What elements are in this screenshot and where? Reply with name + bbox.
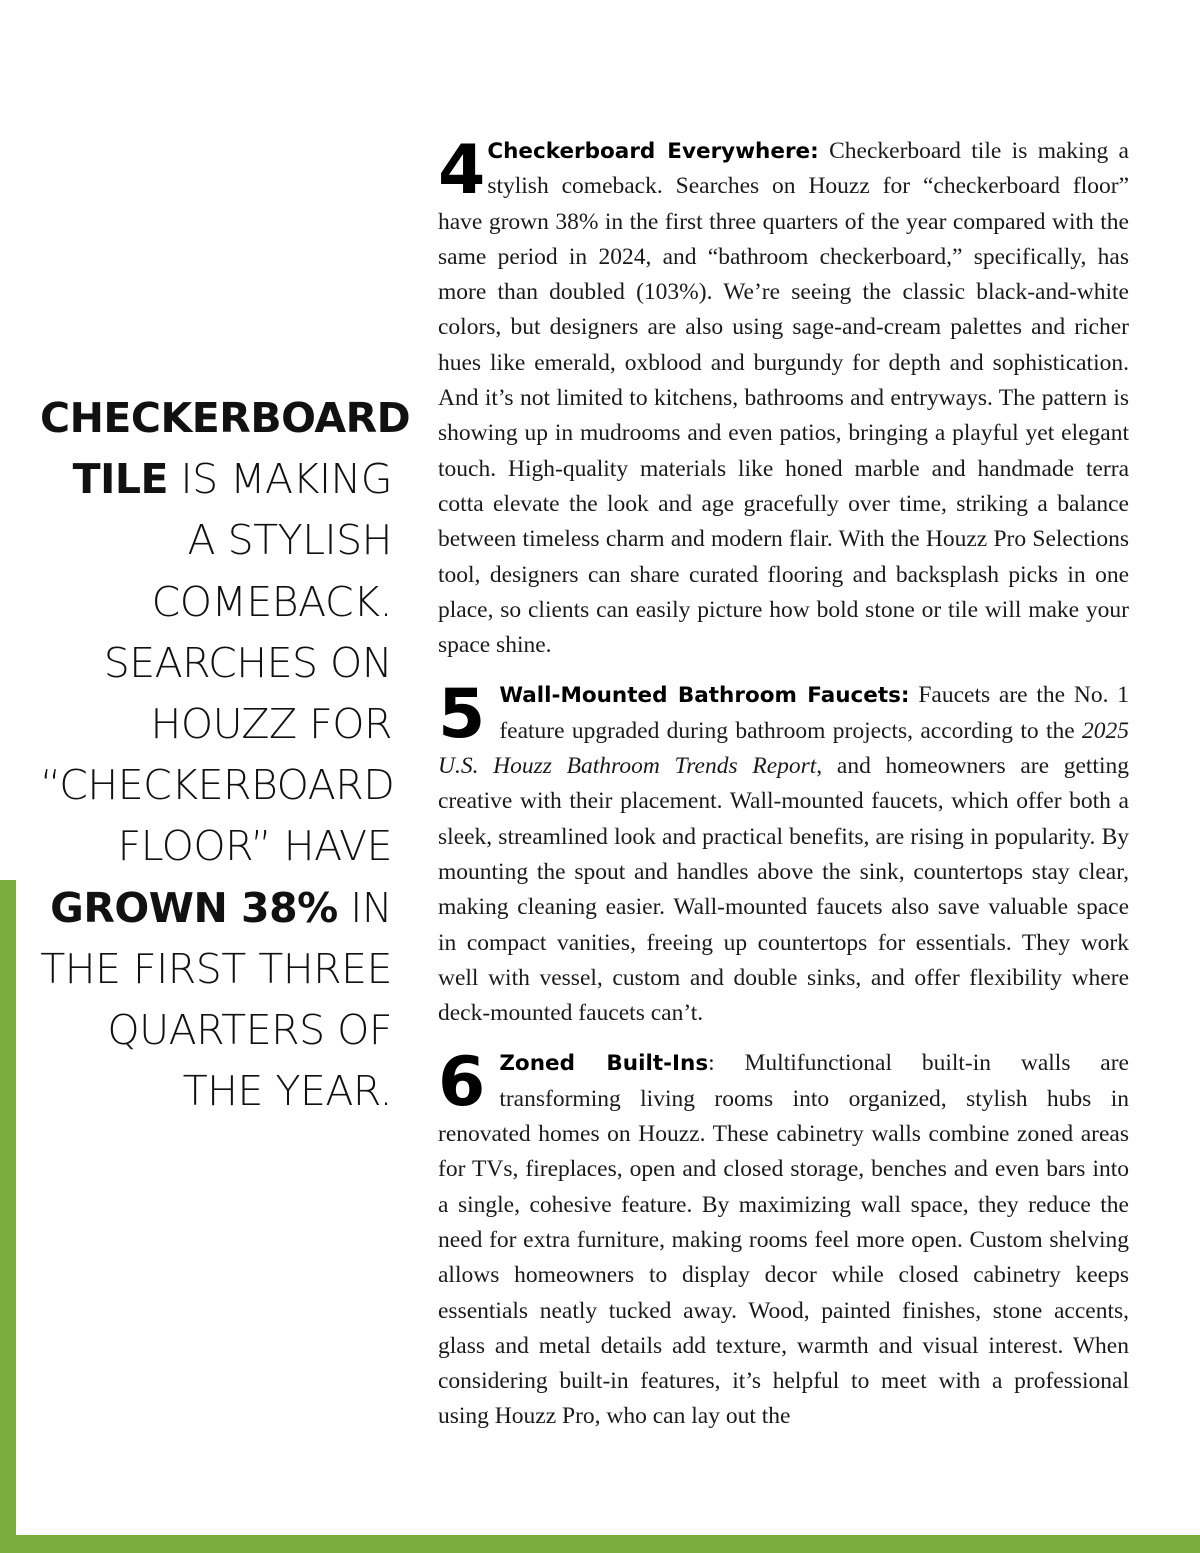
item-heading: Wall-Mounted Bathroom Faucets: — [499, 683, 910, 709]
accent-bar-left — [0, 880, 16, 1553]
accent-bar-bottom — [0, 1535, 1200, 1553]
report-title: 2025 U.S. Houzz Bathroom Trends Report — [438, 717, 1129, 780]
item-number: 6 — [438, 1043, 486, 1123]
pull-quote-bold-3: GROWN 38% — [50, 883, 338, 932]
pull-quote — [40, 388, 411, 1122]
article-body — [438, 131, 1130, 1450]
list-item-6 — [438, 1043, 1129, 1434]
item-heading: Checkerboard Everywhere: — [487, 139, 819, 164]
pull-quote-text-2: IN THE FIRST THREE QUARTERS OF THE YEAR. — [40, 883, 392, 1116]
item-body: Checkerboard tile is making a stylish comeback. Searches on Houzz for “checkerboard floor” have grown 38% in the first three quarters of the year compared with the same period in 2024, and “bathroom checkerboard,” specifically, has more than doubled (103%). We’re seeing the classic black-and-white colors, but designers are also using sage-and-cream palettes and richer hues like emerald, oxblood and burgundy for depth and sophistication. And it’s not limited to kitchens, bathrooms and entryways. The pattern is showing up in mudrooms and even patios, bringing a playful yet elegant touch. High-quality materials like honed marble and handmade terra cotta elevate the look and age gracefully over time, striking a balance between timeless charm and modern flair. With the Houzz Pro Selections tool, designers can share curated flooring and backsplash picks in one place, so clients can easily picture how bold stone or tile will make your space shine. — [438, 138, 1129, 659]
item-number: 5 — [438, 675, 486, 755]
pull-quote-bold-2: TILE — [72, 455, 168, 504]
item-body-continued: , and homeowners are getting creative with their placement. Wall-mounted faucets, which offer both a sleek, streamlined look and practical benefits, are rising in popularity. By mounting the spout and handles above the sink, countertops stay clear, making cleaning easier. Wall-mounted faucets also save valuable space in compact vanities, freeing up countertops for essentials. They work well with vessel, custom and double sinks, and offer flexibility where deck-mounted faucets can’t. — [438, 753, 1129, 1027]
item-body: Faucets are the No. 1 feature upgraded during bathroom projects, according to the — [499, 682, 1130, 744]
item-body: : Multifunctional built-in walls are transforming living rooms into organized, stylish hubs in renovated homes on Houzz. These cabinetry walls combine zoned areas for TVs, fireplaces, open and closed storage, benches and even bars into a single, cohesive feature. By maximizing wall space, they reduce the need for extra furniture, making rooms feel more open. Custom shelving allows homeowners to display decor while closed cabinetry keeps essentials neatly tucked away. Wood, painted finishes, stone accents, glass and metal details add texture, warmth and visual interest. When considering built-in features, it’s helpful to meet with a professional using Houzz Pro, who can lay out the — [438, 1050, 1129, 1430]
list-item-5 — [438, 675, 1130, 1031]
pull-quote-text-1: IS MAKING A STYLISH COMEBACK. SEARCHES ON HOUZZ FOR “CHECKERBOARD FLOOR” HAVE — [40, 455, 395, 871]
item-number: 4 — [438, 131, 486, 210]
list-item-4 — [438, 131, 1129, 663]
pull-quote-bold-1: CHECKERBOARD — [40, 394, 411, 442]
item-heading: Zoned Built-Ins — [499, 1051, 709, 1077]
